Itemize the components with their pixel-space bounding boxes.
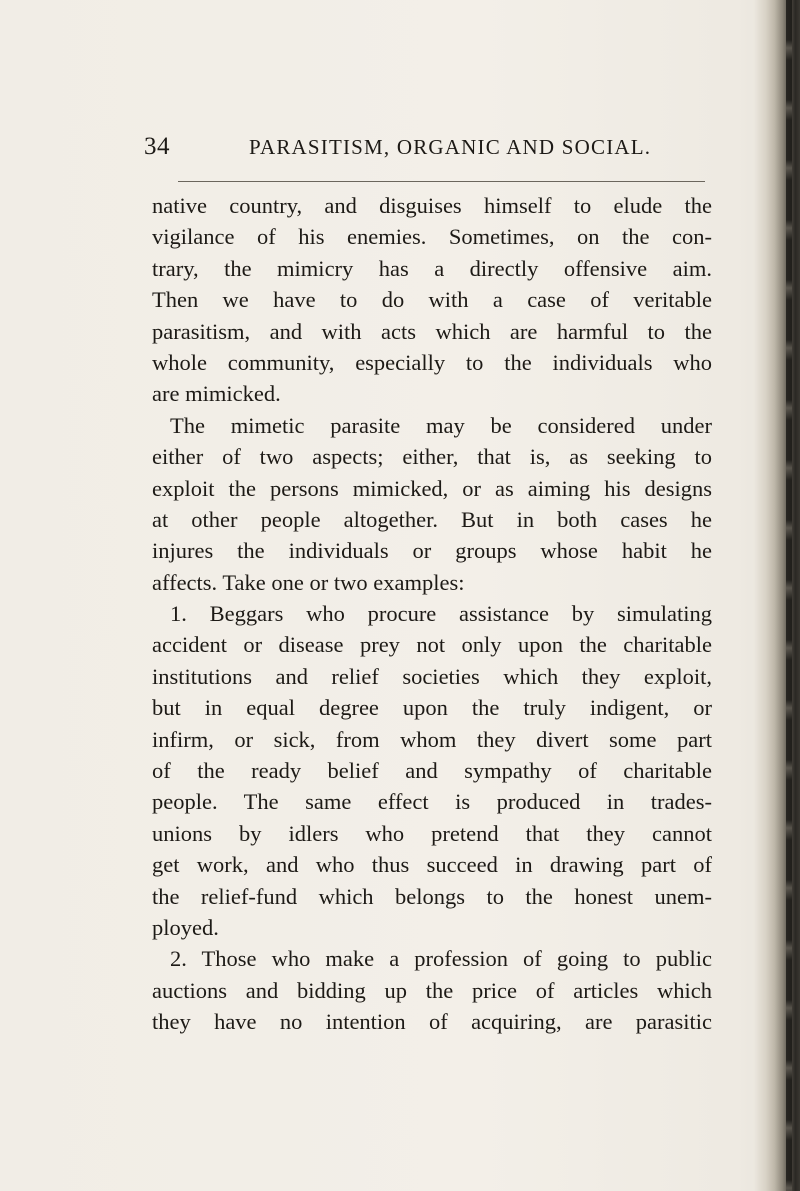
header-rule: [178, 181, 705, 182]
text-line: they have no intention of acquiring, are parasitic: [152, 1009, 712, 1035]
text-line: trary, the mimicry has a directly offensive aim.: [152, 255, 712, 281]
body-text: [152, 190, 712, 1038]
running-title: PARASITISM, ORGANIC AND SOCIAL.: [249, 135, 652, 159]
page-binding-edge: [754, 0, 800, 1191]
text-line: The mimetic parasite may be considered under: [170, 412, 712, 438]
page-number: 34: [144, 133, 170, 160]
text-line: accident or disease prey not only upon the charitable: [152, 632, 712, 658]
text-line: get work, and who thus succeed in drawing part of: [152, 852, 712, 878]
page-header: [144, 133, 704, 163]
text-line: 1. Beggars who procure assistance by simulating: [170, 601, 712, 627]
binding-shadow: [786, 0, 792, 1191]
text-line: unions by idlers who pretend that they cannot: [152, 820, 712, 846]
text-line: auctions and bidding up the price of articles which: [152, 977, 712, 1003]
text-line: but in equal degree upon the truly indigent, or: [152, 695, 712, 721]
text-line: 2. Those who make a profession of going to public: [170, 946, 712, 972]
text-line: of the ready belief and sympathy of charitable: [152, 758, 712, 784]
text-line: infirm, or sick, from whom they divert some part: [152, 726, 712, 752]
text-line: vigilance of his enemies. Sometimes, on the con-: [152, 224, 712, 250]
text-line: institutions and relief societies which they exploit,: [152, 663, 712, 689]
text-line: ployed.: [152, 914, 219, 940]
text-line: Then we have to do with a case of veritable: [152, 287, 712, 313]
text-line: exploit the persons mimicked, or as aiming his designs: [152, 475, 712, 501]
text-line: are mimicked.: [152, 381, 281, 407]
text-line: the relief-fund which belongs to the honest unem-: [152, 883, 712, 909]
text-line: whole community, especially to the individuals who: [152, 349, 712, 375]
text-line: affects. Take one or two examples:: [152, 569, 465, 595]
text-line: at other people altogether. But in both cases he: [152, 506, 712, 532]
text-line: either of two aspects; either, that is, as seeking to: [152, 444, 712, 470]
text-line: parasitism, and with acts which are harmful to the: [152, 318, 712, 344]
text-line: injures the individuals or groups whose habit he: [152, 538, 712, 564]
text-line: people. The same effect is produced in trades-: [152, 789, 712, 815]
text-line: native country, and disguises himself to elude the: [152, 193, 712, 218]
